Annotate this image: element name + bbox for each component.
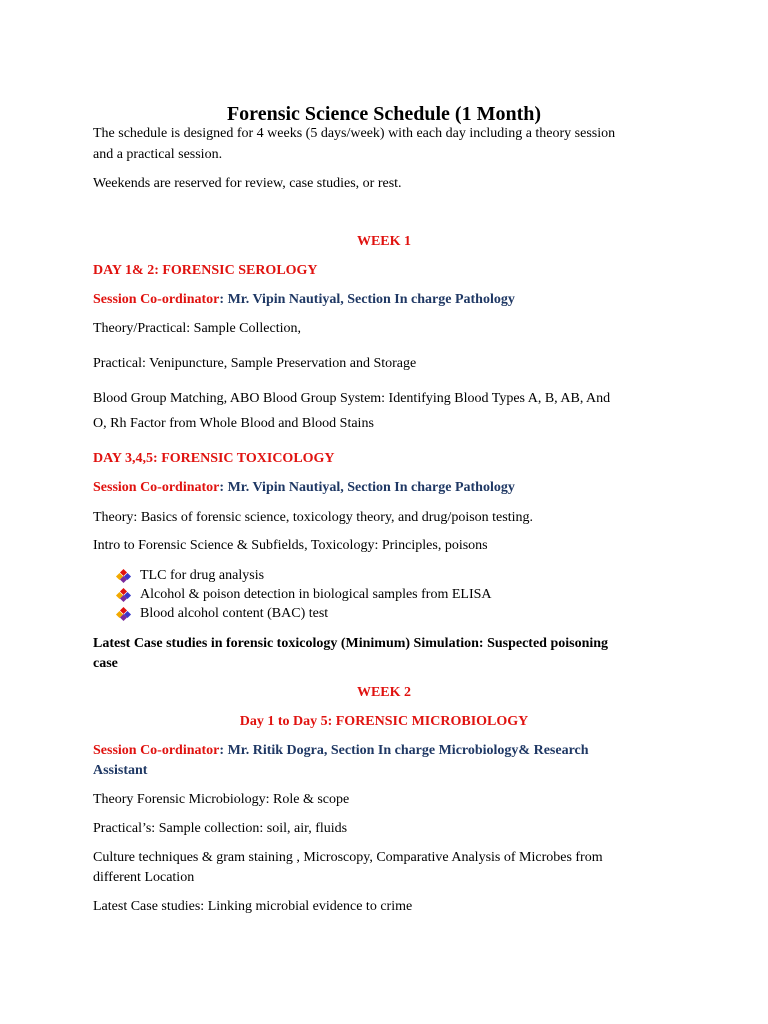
coordinator-label: Session Co-ordinator [93,480,220,495]
coordinator-name: : Mr. Vipin Nautiyal, Section In charge Pathology [219,292,515,307]
coordinator-label: Session Co-ordinator [93,743,220,758]
toxicology-line-2: Intro to Forensic Science & Subfields, Toxicology: Principles, poisons [93,538,488,553]
coordinator-name: : Mr. Vipin Nautiyal, Section In charge Pathology [219,480,515,495]
serology-line-2: Practical: Venipuncture, Sample Preservation and Storage [93,356,417,371]
serology-line-4: O, Rh Factor from Whole Blood and Blood Stains [93,416,374,431]
serology-line-1: Theory/Practical: Sample Collection, [93,321,301,336]
serology-line-3: Blood Group Matching, ABO Blood Group System: Identifying Blood Types A, B, AB, And [93,391,611,406]
microbiology-coordinator-cont: Assistant [93,763,148,778]
microbiology-line-3: Culture techniques & gram staining , Microscopy, Comparative Analysis of Microbes from [93,850,603,865]
week1-heading: WEEK 1 [356,234,412,249]
toxicology-coordinator [93,478,515,498]
intro-line-1: The schedule is designed for 4 weeks (5 days/week) with each day including a theory session [93,126,616,141]
toxicology-bullet-2: Alcohol & poison detection in biological samples from ELISA [140,587,492,602]
intro-line-3: Weekends are reserved for review, case studies, or rest. [93,176,402,191]
four-diamond-bullet-icon [117,570,130,582]
four-diamond-bullet-icon [117,608,130,620]
microbiology-line-4: different Location [93,870,195,885]
microbiology-line-1: Theory Forensic Microbiology: Role & scope [93,792,350,807]
serology-heading: DAY 1& 2: FORENSIC SEROLOGY [93,263,318,278]
toxicology-heading: DAY 3,4,5: FORENSIC TOXICOLOGY [93,451,335,466]
toxicology-case-line-2: case [93,656,118,671]
microbiology-line-5: Latest Case studies: Linking microbial evidence to crime [93,899,413,914]
four-diamond-bullet-icon [117,589,130,601]
coordinator-label: Session Co-ordinator [93,292,220,307]
toxicology-line-1: Theory: Basics of forensic science, toxicology theory, and drug/poison testing. [93,510,533,525]
serology-coordinator [93,290,515,310]
microbiology-heading: Day 1 to Day 5: FORENSIC MICROBIOLOGY [239,714,529,729]
intro-line-2: and a practical session. [93,147,223,162]
week2-heading: WEEK 2 [356,685,412,700]
toxicology-case-line-1: Latest Case studies in forensic toxicology (Minimum) Simulation: Suspected poisoning [93,636,609,651]
toxicology-bullet-1: TLC for drug analysis [140,568,265,583]
toxicology-bullet-3: Blood alcohol content (BAC) test [140,606,329,621]
microbiology-line-2: Practical’s: Sample collection: soil, air, fluids [93,821,348,836]
microbiology-coordinator [93,741,589,761]
page-title: Forensic Science Schedule (1 Month) [226,103,542,126]
coordinator-name: : Mr. Ritik Dogra, Section In charge Microbiology& Research [219,743,589,758]
